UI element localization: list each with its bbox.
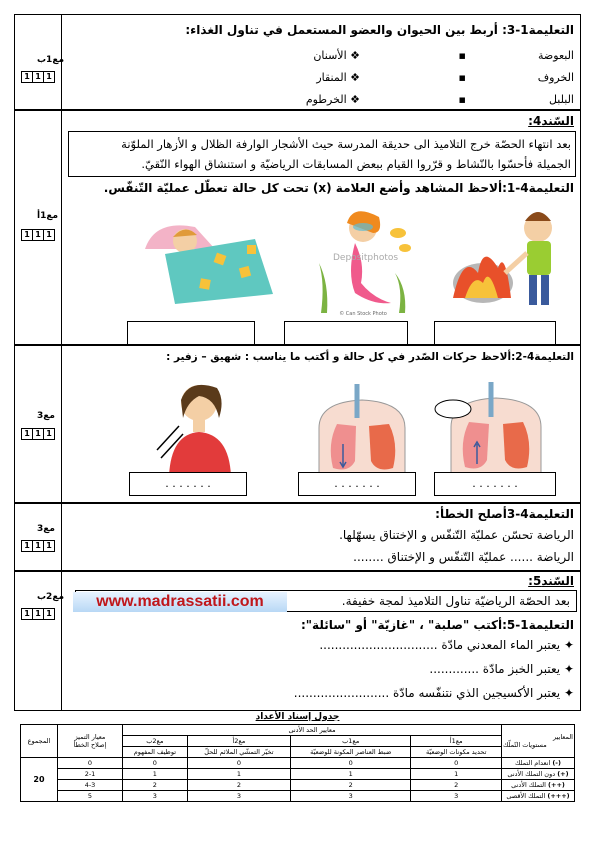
section-1	[14, 14, 581, 110]
answer-box-1[interactable]	[127, 321, 255, 345]
site-banner	[73, 592, 287, 612]
fill-item-1[interactable]: ✦ يعتبر الماء المعدني مادّة ...............................	[319, 638, 574, 652]
speech-bubble-icon	[433, 398, 473, 420]
total-value: 20	[21, 758, 58, 802]
header-min: معايير الحد الأدنى	[123, 725, 502, 736]
sanad-text: بعد الحصّة الرياضيّة تناول التلاميذ لمجة خفيفة.	[341, 594, 570, 608]
criteria-label: مع3	[37, 411, 55, 421]
instruction-title: التعليمة4-2:ألاحظ حركات الصّدر في كل حالة و أكتب ما يناسب : شهيق – زفير :	[166, 351, 574, 363]
fill-item-2[interactable]: ✦ يعتبر الخبز مادّة .............	[429, 662, 574, 676]
sanad-line-2: الجميلة فأحسّوا بالنّشاط و قرّروا القيام ببعض المسابقات الرياضيّة و استنشاق الهواء النّقيّ.	[141, 157, 571, 171]
watermark: Depositphotos	[333, 253, 399, 263]
header-total: المجموع	[21, 725, 58, 758]
answer-box-2[interactable]: . . . . . . .	[298, 472, 416, 496]
grid-title: جدول إسناد الأعداد	[255, 712, 340, 722]
instruction-title: التعليمة4-3أصلح الخطأ:	[435, 507, 574, 521]
header-levels: المعايير مستويات التّملّك	[502, 725, 575, 758]
score-boxes: 1 1 1	[21, 229, 54, 241]
section-4	[14, 503, 581, 571]
error-sentence: الرياضة تحسّن عمليّة التّنفّس و الإختناق يسهّلها.	[339, 528, 574, 542]
instruction-title: التعليمة4-1:ألاحظ المشاهد وأضع العلامة (x) تحت كل حالة تعطّل عمليّة التّنفّس.	[103, 181, 574, 195]
lungs-diagram-exhale	[429, 372, 564, 480]
grading-table: المجموع معيار التميز إصلاح الخطأ معايير الحد الأدنى المعايير مستويات التّملّك مع2ب مع2أ مع1ب مع1أ توظيف المفهوم تخيّر التمشّي الملائم للحلّ ضبط العناصر المكونة للوضعيّة تحديد مكونات الوضعيّة 20 0 0 0 0 0 انعدام التملك (-) 2-1 1 1 1 1 دون التملك الأدنى (+) 4-3 2 2 2 2 التملك الأدنى (++) 5 3 3 3 3 التملك الأقصى (+++)	[20, 724, 575, 802]
criteria-column	[15, 346, 62, 502]
criteria-column	[15, 504, 62, 570]
svg-text:© Can Stock Photo: © Can Stock Photo	[339, 311, 387, 317]
criteria-label: مع1أ	[37, 211, 59, 221]
section-3	[14, 345, 581, 503]
criteria-column	[15, 111, 62, 344]
criteria-column	[15, 572, 65, 710]
score-boxes: 1 1 1	[21, 608, 54, 620]
answer-box-2[interactable]	[284, 321, 408, 345]
answer-box-3[interactable]: . . . . . . .	[434, 472, 556, 496]
sanad-line-1: بعد انتهاء الحصّة خرج التلاميذ الى حديقة المدرسة حيث الأشجار الوارفة الظلال و الأزهار الملوّنة	[121, 137, 571, 151]
fire-smoke-illustration	[443, 203, 571, 313]
table-row: 20 0 0 0 0 0 انعدام التملك (-)	[21, 758, 575, 769]
table-row: 5 3 3 3 3 التملك الأقصى (+++)	[21, 791, 575, 802]
organ-list: ❖ الأسنان ❖ المنقار ❖ الخرطوم	[305, 49, 360, 106]
site-url: www.madrassatii.com	[96, 593, 264, 610]
animal-list: البعوضة ▪ الخروف ▪ البلبل ▪	[458, 49, 574, 106]
sleeping-girl-illustration	[145, 209, 277, 309]
correction-line[interactable]: الرياضة ...... عمليّة التّنفّس و الإختناق ........	[353, 550, 574, 564]
criteria-label: مع2ب	[37, 592, 65, 602]
criteria-label: مع1ب	[37, 55, 65, 65]
criteria-label: مع3	[37, 524, 55, 534]
answer-box-1[interactable]: . . . . . . .	[129, 472, 247, 496]
criteria-column	[15, 15, 65, 109]
lungs-diagram-inhale	[301, 376, 423, 480]
instruction-title: التعليمة1-5:أكتب "صلبة" ، "غازيّة" أو "سائلة":	[301, 618, 574, 632]
instruction-title: التعليمة1-3: أربط بين الحيوان والعضو المستعمل في تناول الغذاء:	[185, 23, 574, 37]
section-5	[14, 571, 581, 711]
table-row: 4-3 2 2 2 2 التملك الأدنى (++)	[21, 780, 575, 791]
answer-box-3[interactable]	[434, 321, 556, 345]
score-boxes: 1 1 1	[21, 540, 54, 552]
score-boxes: 1 1 1	[21, 71, 54, 83]
sanad-label: السّند5:	[528, 574, 574, 588]
score-boxes: 1 1 1	[21, 428, 54, 440]
sanad-text-box	[68, 131, 576, 177]
header-excel: معيار التميز إصلاح الخطأ	[58, 725, 123, 758]
girl-breathing-illustration	[151, 378, 241, 476]
sanad-label: السّند4:	[528, 114, 574, 128]
table-row: 2-1 1 1 1 1 دون التملك الأدنى (+)	[21, 769, 575, 780]
section-2	[14, 110, 581, 345]
fill-item-3[interactable]: ✦ يعتبر الأكسيجين الذي نتنفّسه مادّة .........................	[293, 686, 574, 700]
